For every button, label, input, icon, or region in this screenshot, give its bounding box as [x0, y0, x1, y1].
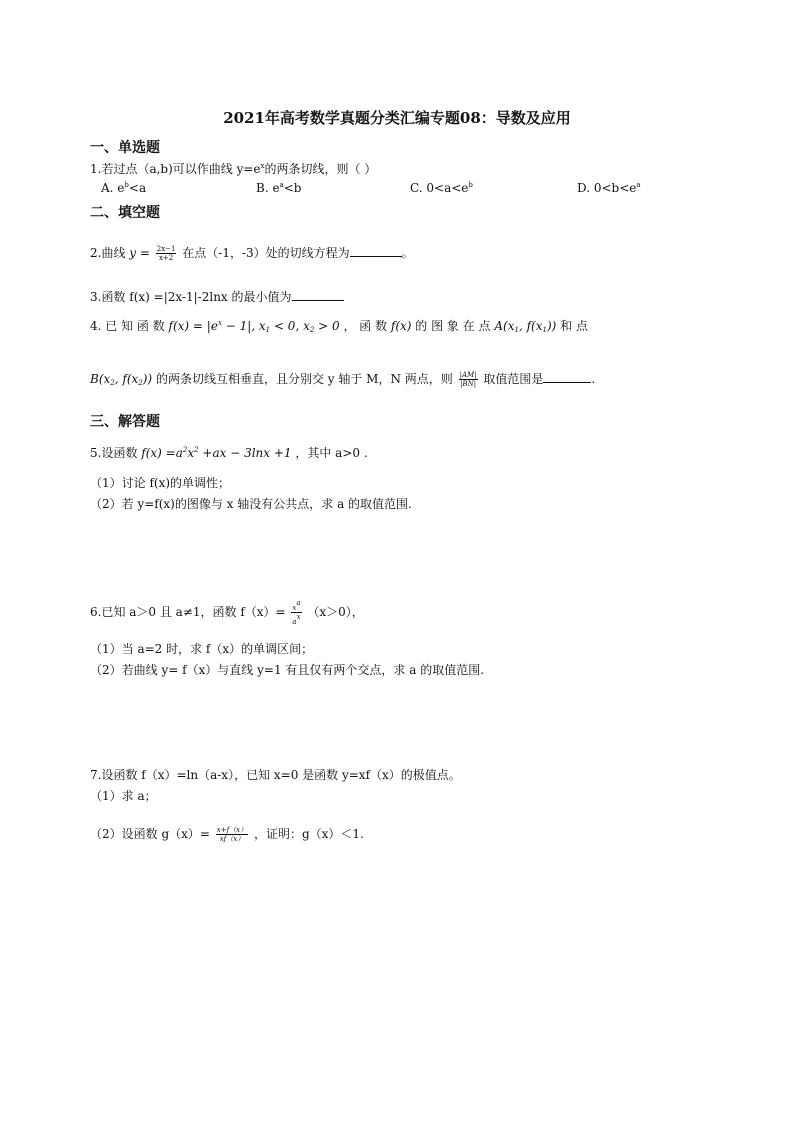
- q4-f-c: < 0, x: [270, 319, 310, 333]
- q7-part-2-tail: ，证明：g（x）＜1.: [250, 827, 364, 841]
- q6-den-base: a: [292, 618, 297, 626]
- q1-option-a-tail: <a: [128, 181, 147, 195]
- q4-f-sub2: 2: [309, 326, 315, 334]
- q5-f-sup2: 2: [194, 446, 199, 454]
- q5-f-sup: 2: [182, 446, 188, 454]
- q4-f-d: > 0: [314, 319, 340, 333]
- page-title: 2021年高考数学真题分类汇编专题08：导数及应用: [223, 109, 571, 127]
- q5-part-2: （2）若 y=f(x)的图像与 x 轴没有公共点，求 a 的取值范围.: [90, 497, 412, 511]
- q2-end: 。: [401, 246, 414, 260]
- q4-a-2: , f(x: [518, 319, 543, 333]
- q4-mid2: 的 图 象 在 点: [411, 319, 495, 333]
- q4-end: .: [591, 372, 596, 386]
- q7-denominator: xf（x）: [219, 835, 245, 843]
- q3-answer-blank[interactable]: [292, 290, 344, 301]
- q7-part-1: （1）求 a；: [90, 789, 157, 803]
- q1-stem-sup: x: [260, 162, 265, 170]
- q6-num-sup: a: [296, 599, 301, 607]
- question-5-stem: [90, 444, 368, 461]
- q4-lead: 4. 已 知 函 数: [90, 319, 169, 333]
- question-3: [90, 288, 344, 305]
- q4-b-sub2: 2: [138, 379, 143, 387]
- q4-and: 和 点: [556, 319, 588, 333]
- q3-text: 3.函数 f(x) =|2x-1|-2lnx 的最小值为: [90, 290, 292, 304]
- q4-answer-blank[interactable]: [543, 372, 591, 383]
- q4-fx: f(x): [390, 319, 412, 333]
- q2-denominator: x+2: [158, 254, 174, 262]
- q4-f-sub1: 1: [265, 326, 271, 334]
- q4-point-b: [90, 372, 152, 386]
- q6-tail: （x＞0），: [303, 605, 364, 619]
- q1-option-a-text: A. e: [101, 181, 125, 195]
- q4-point-a: [494, 319, 556, 333]
- q4-a-sub: 1: [514, 326, 519, 334]
- q4-f-b: − 1|, x: [221, 319, 266, 333]
- q4-denominator: |BN|: [460, 380, 477, 388]
- q1-stem-tail: 的两条切线，则（ ）: [264, 162, 377, 176]
- q1-option-b-tail: <b: [283, 181, 302, 195]
- q6-numerator: [291, 599, 301, 613]
- q4-f-sup: x: [217, 319, 222, 327]
- q4-numerator: |AM|: [459, 371, 477, 379]
- q1-option-c-sup: b: [468, 181, 473, 189]
- q4-a-1: A(x: [494, 319, 515, 333]
- q5-part-1: （1）讨论 f(x)的单调性；: [90, 476, 231, 490]
- q2-text: 在点（-1，-3）处的切线方程为: [178, 246, 350, 260]
- q4-function: [169, 319, 340, 333]
- q1-option-d[interactable]: [577, 181, 641, 195]
- q1-option-c-text: C. 0<a<e: [410, 181, 469, 195]
- section-heading-solutions: 三、解答题: [90, 414, 160, 430]
- q1-option-a-sup: b: [124, 181, 129, 189]
- q5-lead: 5.设函数: [90, 446, 142, 460]
- question-6-stem: [90, 599, 364, 626]
- q6-num-base: x: [292, 604, 297, 612]
- q1-stem-part: 1.若过点（a,b)可以作曲线 y=e: [90, 162, 261, 176]
- q4-b-1: B(x: [90, 372, 111, 386]
- q4-b-3: )): [142, 372, 153, 386]
- q5-f-b: x: [187, 446, 195, 460]
- q5-tail: ，其中 a>0 .: [291, 446, 368, 460]
- q7-part-2-lead: （2）设函数 g（x）=: [90, 827, 214, 841]
- q4-b-2: , f(x: [114, 372, 139, 386]
- q4-fraction: [459, 371, 478, 388]
- question-4-line-1: [90, 317, 588, 334]
- question-7-stem: 7.设函数 f（x）=ln（a-x），已知 x=0 是函数 y=xf（x）的极值点。: [90, 768, 461, 782]
- q5-f-a: f(x) =a: [141, 446, 183, 460]
- q7-part-2: [90, 825, 364, 843]
- q4-a-3: )): [546, 319, 557, 333]
- q5-f-c: +ax − 3lnx +1: [198, 446, 292, 460]
- section-heading-fill-blank: 二、填空题: [90, 205, 160, 221]
- question-4-line-2: [90, 370, 595, 388]
- q6-lead: 6.已知 a＞0 且 a≠1，函数 f（x）=: [90, 605, 290, 619]
- q2-numerator: 2x−1: [156, 245, 176, 253]
- q4-a-sub2: 1: [542, 326, 547, 334]
- q4-text: 的两条切线互相垂直，且分别交 y 轴于 M，N 两点，则: [152, 372, 457, 386]
- q1-option-d-sup: a: [636, 181, 641, 189]
- q6-part-2: （2）若曲线 y= f（x）与直线 y=1 有且仅有两个交点，求 a 的取值范围.: [90, 663, 485, 677]
- q6-fraction: [291, 599, 301, 626]
- q6-denominator: [291, 613, 301, 626]
- question-2: [90, 244, 414, 262]
- q6-part-1: （1）当 a=2 时，求 f（x）的单调区间；: [90, 642, 314, 656]
- q7-numerator: x+f（x）: [216, 826, 248, 834]
- q6-den-sup: x: [296, 613, 301, 621]
- q1-option-b-sup: a: [279, 181, 284, 189]
- q4-b-sub: 2: [110, 379, 115, 387]
- q1-option-b[interactable]: [256, 181, 302, 195]
- question-1-stem: [90, 160, 376, 177]
- section-heading-single-choice: 一、单选题: [90, 140, 160, 156]
- q1-option-d-text: D. 0<b<e: [577, 181, 637, 195]
- q4-f-a: f(x) = |e: [168, 319, 218, 333]
- q2-answer-blank[interactable]: [350, 246, 402, 257]
- q1-option-a[interactable]: [101, 181, 146, 195]
- q2-y: y =: [129, 246, 154, 260]
- q2-lead: 2.曲线: [90, 246, 130, 260]
- q5-function: [141, 446, 291, 460]
- q4-range-text: 取值范围是: [479, 372, 544, 386]
- q1-option-c[interactable]: [410, 181, 473, 195]
- q1-option-b-text: B. e: [256, 181, 280, 195]
- q2-fraction: [156, 245, 177, 262]
- q4-mid: ， 函 数: [339, 319, 391, 333]
- q7-fraction: [216, 826, 248, 843]
